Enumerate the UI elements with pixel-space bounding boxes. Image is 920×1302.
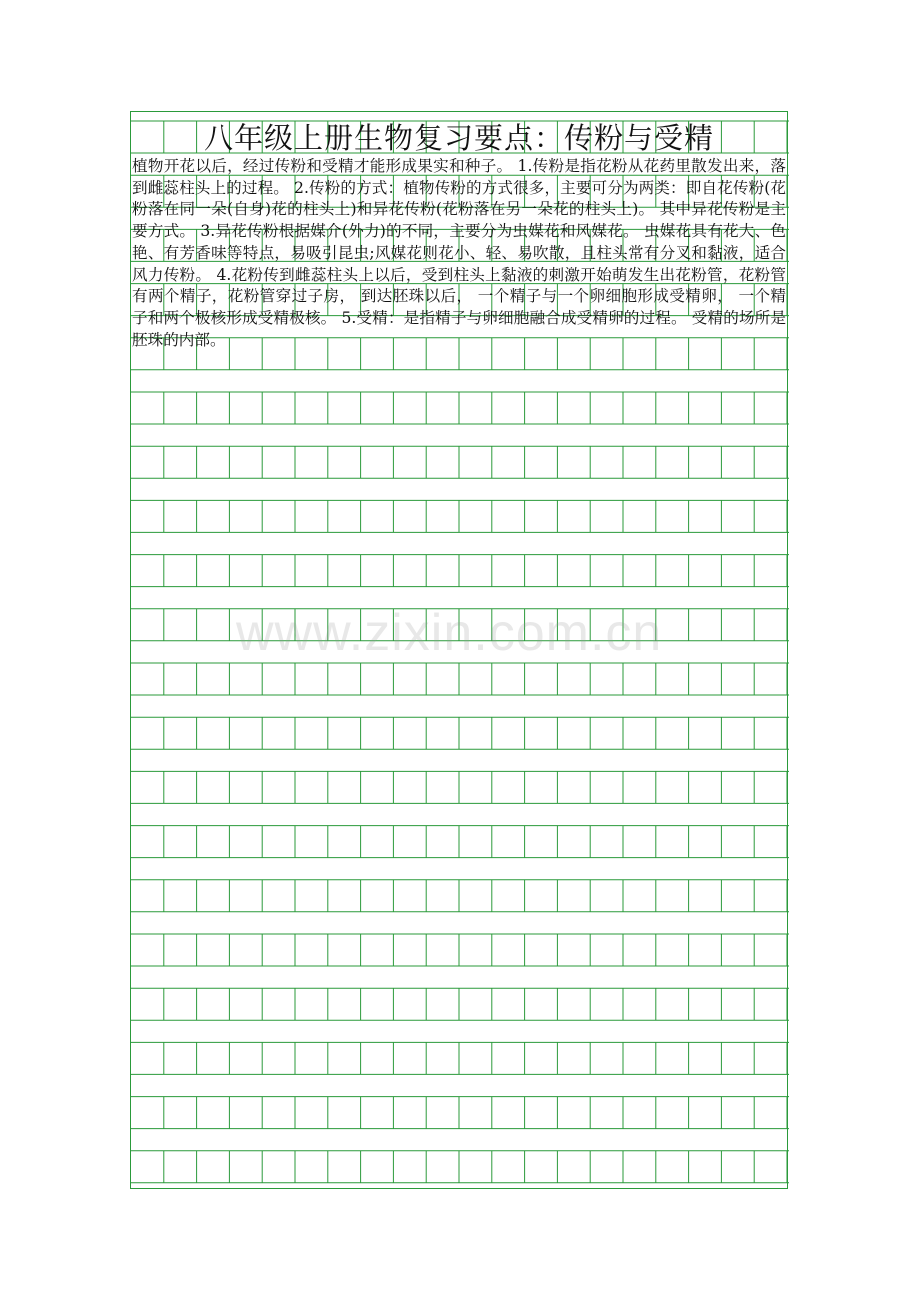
body-paragraph: 植物开花以后，经过传粉和受精才能形成果实和种子。 1.传粉是指花粉从花药里散发出来，落到雌蕊柱头上的过程。 2.传粉的方式：植物传粉的方式很多，主要可分为两类：即自花传粉(花粉落在同一朵(自身)花的柱头上)和异花传粉(花粉落在另一朵花的柱头上)。 其中异花传粉是主要方式。 3.异花传粉根据媒介(外力)的不同，主要分为虫媒花和风媒花。 虫媒花具有花大、色艳、有芳香味等特点，易吸引昆虫;风媒花则花小、轻、易吹散，且柱头常有分叉和黏液，适合风力传粉。 4.花粉传到雌蕊柱头上以后，受到柱头上黏液的刺激开始萌发生出花粉管，花粉管有两个精子，花粉管穿过子房， 到达胚珠以后， 一个精子与一个卵细胞形成受精卵， 一个精子和两个极核形成受精极核。 5.受精：是指精子与卵细胞融合成受精卵的过程。 受精的场所是胚珠的内部。 [132,157,786,349]
page-title: 八年级上册生物复习要点：传粉与受精 [203,121,714,155]
watermark: www.zixin.com.cn [236,604,663,662]
